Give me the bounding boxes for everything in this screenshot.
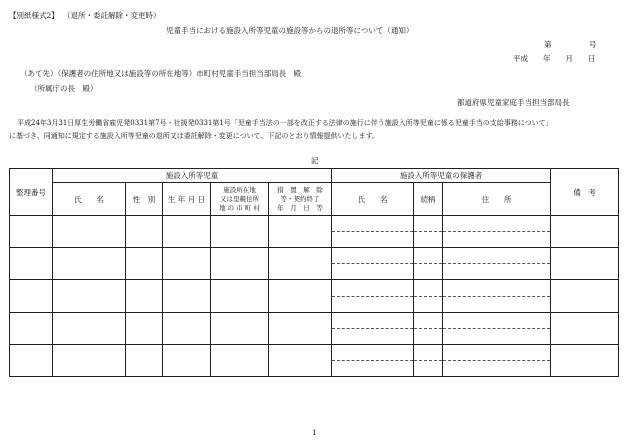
guardian-cell-upper[interactable]: [332, 344, 414, 360]
guardian-cell-upper[interactable]: [414, 280, 443, 296]
table-cell[interactable]: [10, 280, 53, 312]
header-measure-line-1: 措 置 解 除: [277, 185, 323, 194]
guardian-cell-lower[interactable]: [332, 328, 414, 344]
guardian-cell-lower[interactable]: [332, 264, 414, 280]
guardian-cell-lower[interactable]: [332, 360, 414, 376]
table-cell[interactable]: [53, 344, 126, 376]
table-cell[interactable]: [269, 248, 332, 280]
body-line-1: 平成24年3月31日厚生労働省雇児発0331第7号・社援発0331第1号「児童手当法の一部を改正する法律の施行に伴う施設入所等児童に係る児童手当の支給事務について」: [17, 119, 553, 127]
guardian-cell-lower[interactable]: [414, 232, 443, 248]
table-cell[interactable]: [126, 216, 163, 248]
table-cell[interactable]: [551, 216, 619, 248]
header-child-group: 施設入所等児童: [53, 169, 332, 183]
addressee-line: （あて先）（保護者の住所地又は施設等の所在地等）市町村児童手当担当部局長 殿: [20, 69, 302, 78]
guardian-cell-lower[interactable]: [414, 328, 443, 344]
table-cell[interactable]: [551, 248, 619, 280]
guardian-cell-upper[interactable]: [332, 280, 414, 296]
form-label: 【別紙様式2】: [9, 11, 59, 20]
sender-line: 都道府県児童家庭手当担当部局長: [457, 98, 570, 107]
table-cell[interactable]: [126, 312, 163, 344]
table-cell[interactable]: [163, 344, 211, 376]
table-cell[interactable]: [53, 216, 126, 248]
table-cell[interactable]: [10, 248, 53, 280]
table-cell[interactable]: [269, 280, 332, 312]
table-cell[interactable]: [211, 216, 269, 248]
guardian-cell-upper[interactable]: [414, 216, 443, 232]
table-cell[interactable]: [163, 280, 211, 312]
form-type: （退所・委託解除・変更時）: [63, 11, 161, 20]
table-row: [10, 280, 619, 296]
table-cell[interactable]: [269, 216, 332, 248]
header-child-name: 氏 名: [53, 183, 126, 216]
table-cell[interactable]: [126, 344, 163, 376]
guardian-cell-upper[interactable]: [443, 344, 551, 360]
table-cell[interactable]: [53, 248, 126, 280]
guardian-cell-lower[interactable]: [443, 264, 551, 280]
table-cell[interactable]: [126, 280, 163, 312]
guardian-cell-lower[interactable]: [332, 232, 414, 248]
table-cell[interactable]: [269, 312, 332, 344]
table-cell[interactable]: [163, 312, 211, 344]
guardian-cell-upper[interactable]: [443, 312, 551, 328]
header-facility-line-3: 地 の 市 町 村: [219, 203, 260, 212]
document-title: 児童手当における施設入所等児童の施設等からの退所等について（通知）: [166, 26, 414, 35]
header-facility-line-2: 又は里親住所: [220, 194, 259, 203]
guardian-cell-lower[interactable]: [443, 328, 551, 344]
header-facility-line-1: 施設所在地: [223, 185, 256, 194]
guardian-cell-lower[interactable]: [414, 296, 443, 312]
header-relation: 続柄: [414, 183, 443, 216]
guardian-cell-upper[interactable]: [332, 248, 414, 264]
header-seiri: 整理番号: [10, 169, 53, 216]
table-row: [10, 312, 619, 328]
guardian-cell-upper[interactable]: [443, 216, 551, 232]
header-guardian-group: 施設入所等児童の保護者: [332, 169, 551, 183]
guardian-cell-lower[interactable]: [414, 360, 443, 376]
header-measure-line-3: 年 月 日 等: [277, 203, 323, 212]
table-cell[interactable]: [211, 344, 269, 376]
table-cell[interactable]: [53, 312, 126, 344]
table-cell[interactable]: [10, 312, 53, 344]
guardian-cell-lower[interactable]: [332, 296, 414, 312]
guardian-cell-lower[interactable]: [443, 296, 551, 312]
table-cell[interactable]: [551, 344, 619, 376]
table-row: [10, 216, 619, 232]
table-cell[interactable]: [211, 312, 269, 344]
table-row: [10, 248, 619, 264]
body-line-2: に基づき、同通知に規定する施設入所等児童の退所又は委託解除・変更について、下記のとおり情報提供いたします。: [9, 132, 379, 140]
table-row: [10, 344, 619, 360]
guardian-cell-upper[interactable]: [332, 216, 414, 232]
guardian-cell-lower[interactable]: [443, 232, 551, 248]
guardian-cell-upper[interactable]: [414, 312, 443, 328]
table-cell[interactable]: [269, 344, 332, 376]
header-sex: 性 別: [126, 183, 163, 216]
page-number: 1: [312, 428, 317, 437]
table-cell[interactable]: [163, 248, 211, 280]
header-measure-date: [269, 183, 332, 216]
header-address: 住 所: [443, 183, 551, 216]
guardian-cell-upper[interactable]: [414, 344, 443, 360]
table-cell[interactable]: [53, 280, 126, 312]
info-table: [9, 168, 619, 377]
number-line: 第 号: [544, 40, 597, 49]
table-cell[interactable]: [163, 216, 211, 248]
header-measure-line-2: 等・契約終了: [280, 194, 320, 203]
table-cell[interactable]: [10, 344, 53, 376]
guardian-cell-upper[interactable]: [414, 248, 443, 264]
guardian-cell-upper[interactable]: [443, 280, 551, 296]
table-cell[interactable]: [551, 280, 619, 312]
guardian-cell-lower[interactable]: [443, 360, 551, 376]
header-facility-location: [211, 183, 269, 216]
table-cell[interactable]: [10, 216, 53, 248]
table-cell[interactable]: [211, 280, 269, 312]
guardian-cell-upper[interactable]: [332, 312, 414, 328]
header-birthdate: 生 年 月 日: [163, 183, 211, 216]
table-cell[interactable]: [126, 248, 163, 280]
guardian-cell-upper[interactable]: [443, 248, 551, 264]
ki-heading: 記: [311, 156, 319, 165]
guardian-cell-lower[interactable]: [414, 264, 443, 280]
table-cell[interactable]: [211, 248, 269, 280]
header-guardian-name: 氏 名: [332, 183, 414, 216]
header-biko: 備 考: [551, 169, 619, 216]
date-line: 平成 年 月 日: [513, 54, 596, 63]
table-cell[interactable]: [551, 312, 619, 344]
addressee-alt-line: （所属庁の長 殿）: [30, 84, 98, 93]
